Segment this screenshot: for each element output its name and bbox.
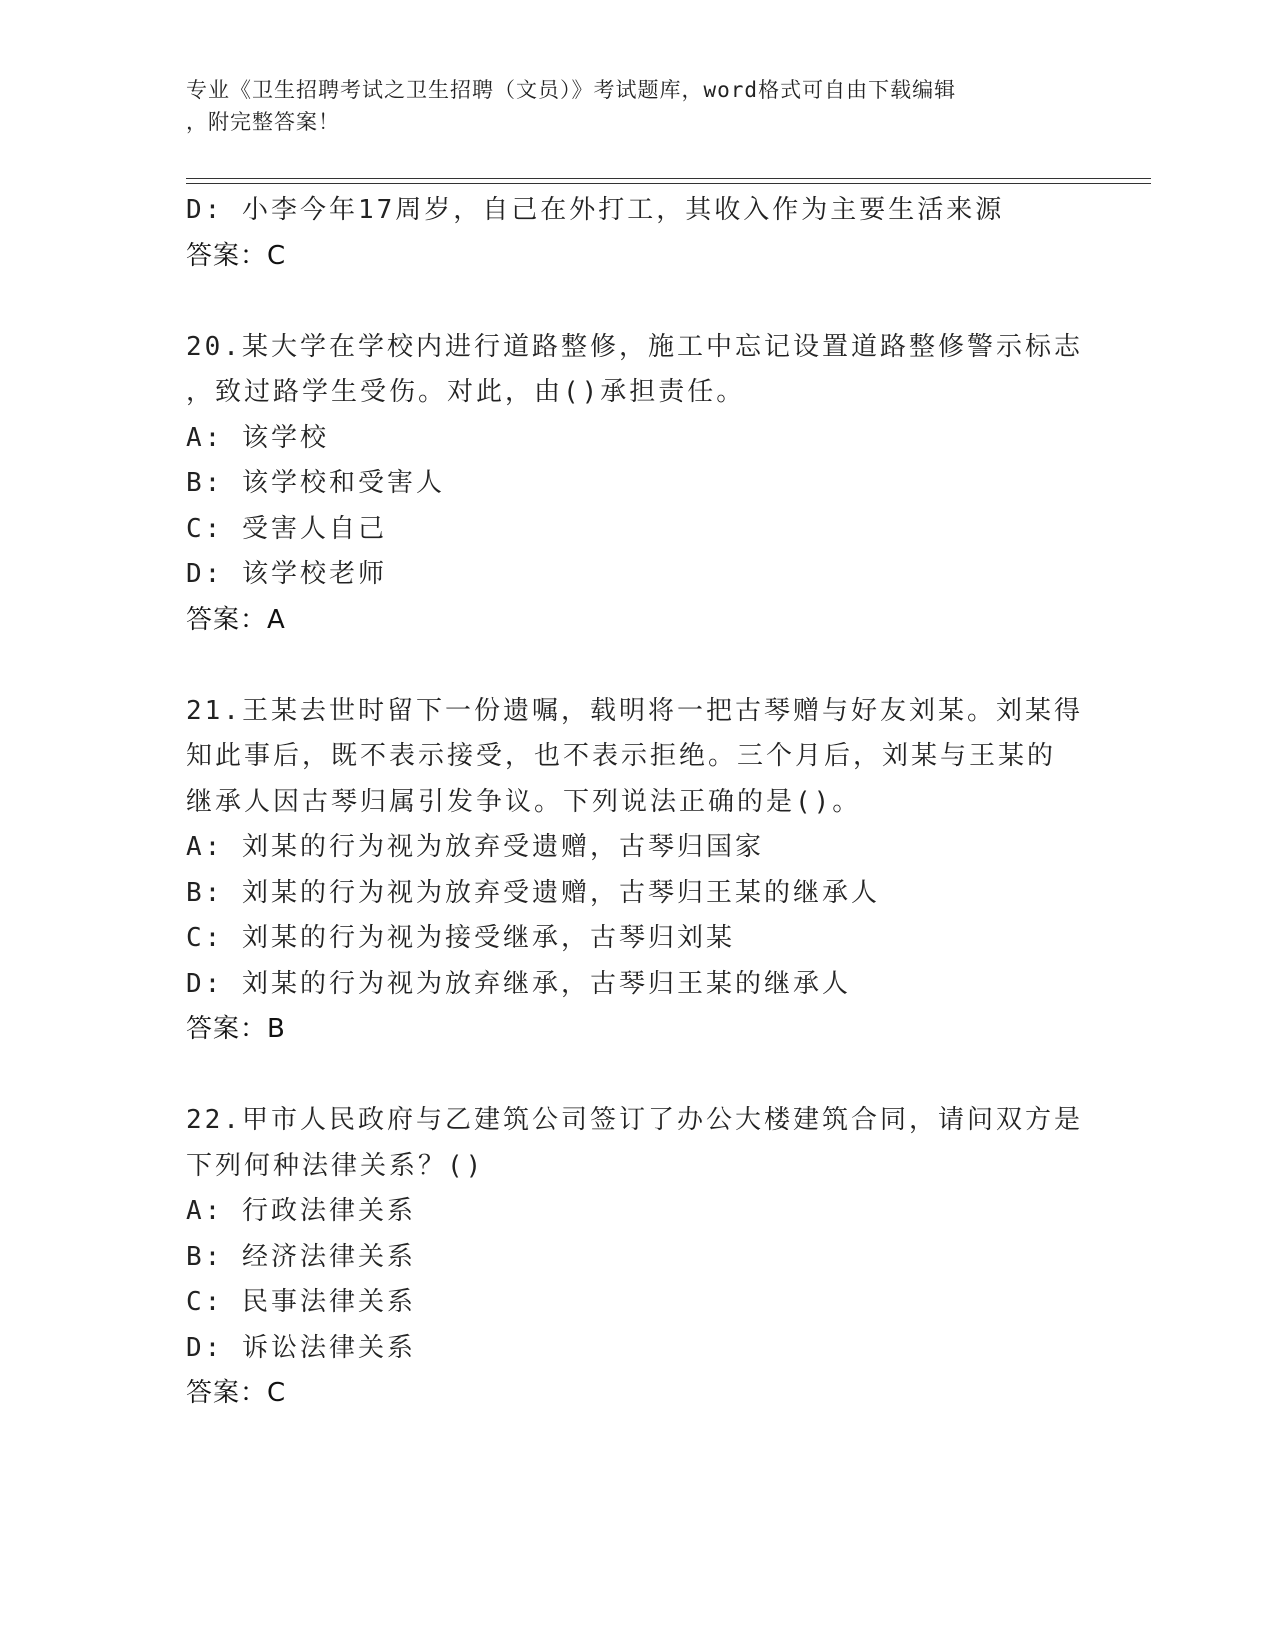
header-divider-bottom: [186, 183, 1151, 184]
question-stem-line: 继承人因古琴归属引发争议。下列说法正确的是()。: [186, 786, 862, 817]
question-stem-line: ，致过路学生受伤。对此，由()承担责任。: [186, 377, 746, 407]
question-stem-line: 20.某大学在学校内进行道路整修，施工中忘记设置道路整修警示标志: [186, 331, 1083, 362]
option-b: B: 刘某的行为视为放弃受遗赠，古琴归王某的继承人: [186, 877, 880, 908]
page-header: [186, 74, 1066, 138]
question-stem-line: 22.甲市人民政府与乙建筑公司签订了办公大楼建筑合同，请问双方是: [186, 1105, 1083, 1135]
option-a: A: 刘某的行为视为放弃受遗赠，古琴归国家: [186, 832, 764, 862]
option-d: D: 小李今年17周岁，自己在外打工，其收入作为主要生活来源: [186, 195, 1005, 225]
option-b: B: 经济法律关系: [186, 1241, 416, 1272]
option-d: D: 该学校老师: [186, 559, 387, 589]
spacer: [186, 279, 1086, 325]
option-c: C: 民事法律关系: [186, 1287, 416, 1317]
question-21: [186, 689, 1086, 1053]
answer-line: 答案：B: [186, 1014, 286, 1044]
question-stem-line: 知此事后，既不表示接受，也不表示拒绝。三个月后，刘某与王某的: [186, 741, 1057, 771]
answer-line: 答案：C: [186, 1378, 287, 1408]
previous-question-tail: [186, 188, 1086, 279]
question-stem-line: 下列何种法律关系？(): [186, 1150, 485, 1181]
header-divider-top: [186, 178, 1151, 179]
question-content: [186, 188, 1086, 1417]
header-title-line-2: ，附完整答案！: [186, 110, 340, 134]
question-20: [186, 325, 1086, 644]
question-22: [186, 1098, 1086, 1417]
option-b: B: 该学校和受害人: [186, 468, 445, 498]
option-d: D: 刘某的行为视为放弃继承，古琴归王某的继承人: [186, 968, 851, 999]
spacer: [186, 1053, 1086, 1099]
option-d: D: 诉讼法律关系: [186, 1332, 416, 1363]
option-c: C: 受害人自己: [186, 513, 387, 544]
option-c: C: 刘某的行为视为接受继承，古琴归刘某: [186, 923, 735, 953]
header-title-line-1: 专业《卫生招聘考试之卫生招聘（文员）》考试题库，word格式可自由下载编辑: [186, 78, 957, 102]
answer-line: 答案：C: [186, 240, 287, 271]
option-a: A: 该学校: [186, 422, 329, 453]
question-stem-line: 21.王某去世时留下一份遗嘱，载明将一把古琴赠与好友刘某。刘某得: [186, 695, 1083, 726]
option-a: A: 行政法律关系: [186, 1196, 416, 1226]
answer-line: 答案：A: [186, 604, 286, 635]
spacer: [186, 643, 1086, 689]
